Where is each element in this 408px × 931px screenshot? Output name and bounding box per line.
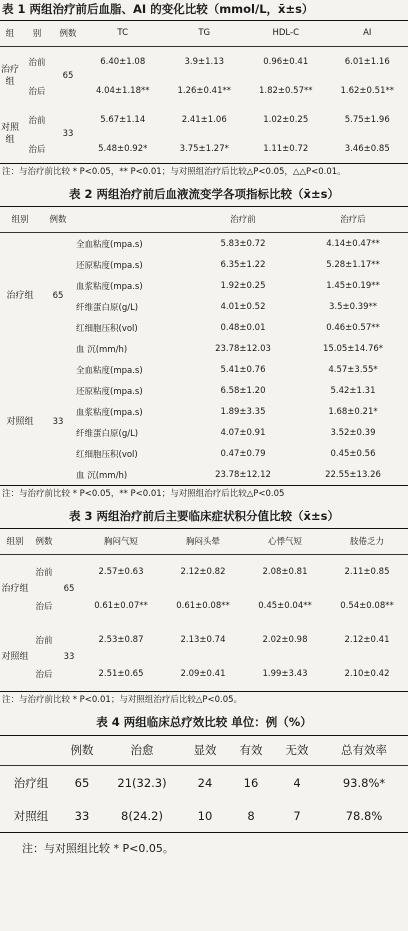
- phase: 治前: [30, 623, 58, 657]
- after-value: 5.42±1.31: [298, 380, 408, 401]
- header-cell: [0, 736, 62, 764]
- header-cell: 有效: [228, 736, 274, 764]
- count: 65: [54, 47, 82, 105]
- table1-header-row: [0, 21, 408, 45]
- header-cell: 例数: [30, 529, 58, 553]
- table-row: [0, 623, 408, 657]
- header-cell: 组: [0, 21, 20, 45]
- table2: [0, 186, 408, 500]
- header-cell: HDL-C: [245, 21, 327, 45]
- group-name: 治疗组: [0, 47, 20, 105]
- header-cell: 显效: [182, 736, 228, 764]
- cell: 2.53±0.87: [80, 623, 162, 657]
- before-value: 6.35±1.22: [188, 254, 298, 275]
- cell: 0.61±0.07**: [80, 589, 162, 623]
- phase: 治后: [20, 134, 54, 163]
- indicator-name: 全血粘度(mpa.s): [76, 233, 188, 254]
- cell: 6.40±1.08: [82, 47, 164, 76]
- count: 65: [62, 766, 102, 799]
- after-value: 4.14±0.47**: [298, 233, 408, 254]
- cell: 3.46±0.85: [327, 134, 408, 163]
- before-value: 1.89±3.35: [188, 401, 298, 422]
- table4-header-row: [0, 736, 408, 764]
- table4-note: 注：与对照组比较 * P<0.05。: [0, 841, 408, 857]
- header-cell: [58, 529, 80, 553]
- cell: 3.75±1.27*: [164, 134, 246, 163]
- table2-title: 表 2 两组治疗前后血液流变学各项指标比较（x̄±s）: [0, 186, 408, 202]
- cell: 5.75±1.96: [327, 105, 408, 134]
- before-value: 1.92±0.25: [188, 275, 298, 296]
- indicator-name: 血 沉(mm/h): [76, 338, 188, 359]
- total-rate: 78.8%: [320, 799, 408, 832]
- group-name: 对照组: [0, 623, 30, 691]
- before-value: 5.41±0.76: [188, 359, 298, 380]
- cell: 5.48±0.92*: [82, 134, 164, 163]
- before-value: 23.78±12.12: [188, 464, 298, 485]
- group-name: 治疗组: [0, 555, 30, 623]
- indicator-name: 还原粘度(mpa.s): [76, 380, 188, 401]
- table3: [0, 508, 408, 706]
- table-row: [0, 105, 408, 134]
- phase: 治前: [20, 105, 54, 134]
- header-cell: [76, 207, 188, 231]
- after-value: 3.5±0.39**: [298, 296, 408, 317]
- group-name: 对照组: [0, 799, 62, 832]
- header-cell: 治疗后: [298, 207, 408, 231]
- cell: 1.11±0.72: [245, 134, 327, 163]
- count: 65: [58, 555, 80, 623]
- table1-note: 注：与治疗前比较 * P<0.05，** P<0.01；与对照组治疗后比较△P<0.05，△△P<0.01。: [0, 166, 408, 178]
- indicator-name: 血浆粘度(mpa.s): [76, 401, 188, 422]
- table2-body: [0, 233, 408, 485]
- indicator-name: 全血粘度(mpa.s): [76, 359, 188, 380]
- header-cell: 例数: [40, 207, 76, 231]
- group-name: 对照组: [0, 105, 20, 163]
- cell: 0.45±0.04**: [244, 589, 326, 623]
- indicator-name: 纤维蛋白原(g/L): [76, 422, 188, 443]
- phase: 治前: [30, 555, 58, 589]
- count: 33: [40, 359, 76, 485]
- effective: 16: [228, 766, 274, 799]
- cell: 2.41±1.06: [164, 105, 246, 134]
- before-value: 6.58±1.20: [188, 380, 298, 401]
- phase: 治后: [30, 657, 58, 691]
- cell: 0.61±0.08**: [162, 589, 244, 623]
- total-rate: 93.8%*: [320, 766, 408, 799]
- effective: 8: [228, 799, 274, 832]
- count: 65: [40, 233, 76, 359]
- header-cell: 胸闷气短: [80, 529, 162, 553]
- cell: 4.04±1.18**: [82, 76, 164, 105]
- header-cell: 组别: [0, 529, 30, 553]
- cell: 2.10±0.42: [326, 657, 408, 691]
- invalid: 7: [274, 799, 320, 832]
- cell: 2.12±0.41: [326, 623, 408, 657]
- cell: 5.67±1.14: [82, 105, 164, 134]
- cell: 2.11±0.85: [326, 555, 408, 589]
- after-value: 3.52±0.39: [298, 422, 408, 443]
- cell: 1.62±0.51**: [327, 76, 408, 105]
- header-cell: 总有效率: [320, 736, 408, 764]
- header-cell: 别: [20, 21, 54, 45]
- cell: 0.96±0.41: [245, 47, 327, 76]
- cell: 1.02±0.25: [245, 105, 327, 134]
- header-cell: 治疗前: [188, 207, 298, 231]
- after-value: 4.57±3.55*: [298, 359, 408, 380]
- table-row: [0, 47, 408, 76]
- header-cell: 例数: [62, 736, 102, 764]
- phase: 治前: [20, 47, 54, 76]
- table-row: [0, 359, 408, 380]
- cell: 2.13±0.74: [162, 623, 244, 657]
- before-value: 5.83±0.72: [188, 233, 298, 254]
- document-page: [0, 1, 408, 931]
- table2-note: 注：与治疗前比较 * P<0.05，** P<0.01；与对照组治疗后比较△P<0.05: [0, 488, 408, 500]
- marked: 10: [182, 799, 228, 832]
- cell: 1.26±0.41**: [164, 76, 246, 105]
- indicator-name: 血浆粘度(mpa.s): [76, 275, 188, 296]
- table1-title: 表 1 两组治疗前后血脂、AI 的变化比较（mmol/L，x̄±s）: [0, 1, 408, 17]
- header-cell: TG: [164, 21, 246, 45]
- count: 33: [62, 799, 102, 832]
- header-cell: AI: [327, 21, 408, 45]
- after-value: 0.45±0.56: [298, 443, 408, 464]
- table-row: [0, 233, 408, 254]
- header-cell: 心悸气短: [244, 529, 326, 553]
- indicator-name: 还原粘度(mpa.s): [76, 254, 188, 275]
- table3-note: 注：与治疗前比较 * P<0.01；与对照组治疗后比较△P<0.05。: [0, 694, 408, 706]
- group-name: 对照组: [0, 359, 40, 485]
- after-value: 5.28±1.17**: [298, 254, 408, 275]
- before-value: 23.78±12.03: [188, 338, 298, 359]
- table4-title: 表 4 两组临床总疗效比较 单位：例（%）: [0, 714, 408, 730]
- after-value: 22.55±13.26: [298, 464, 408, 485]
- cell: 2.02±0.98: [244, 623, 326, 657]
- cell: 3.9±1.13: [164, 47, 246, 76]
- header-cell: TC: [82, 21, 164, 45]
- after-value: 15.05±14.76*: [298, 338, 408, 359]
- after-value: 1.45±0.19**: [298, 275, 408, 296]
- invalid: 4: [274, 766, 320, 799]
- header-cell: 治愈: [102, 736, 182, 764]
- group-name: 治疗组: [0, 766, 62, 799]
- cell: 2.57±0.63: [80, 555, 162, 589]
- table3-title: 表 3 两组治疗前后主要临床症状积分值比较（x̄±s）: [0, 508, 408, 524]
- header-cell: 组别: [0, 207, 40, 231]
- header-cell: 例数: [54, 21, 82, 45]
- cell: 1.82±0.57**: [245, 76, 327, 105]
- indicator-name: 纤维蛋白原(g/L): [76, 296, 188, 317]
- marked: 24: [182, 766, 228, 799]
- phase: 治后: [20, 76, 54, 105]
- count: 33: [54, 105, 82, 163]
- cell: 2.09±0.41: [162, 657, 244, 691]
- group-name: 治疗组: [0, 233, 40, 359]
- cell: 6.01±1.16: [327, 47, 408, 76]
- indicator-name: 红细胞压积(vol): [76, 317, 188, 338]
- cell: 2.08±0.81: [244, 555, 326, 589]
- indicator-name: 红细胞压积(vol): [76, 443, 188, 464]
- before-value: 4.01±0.52: [188, 296, 298, 317]
- header-cell: 无效: [274, 736, 320, 764]
- before-value: 4.07±0.91: [188, 422, 298, 443]
- after-value: 1.68±0.21*: [298, 401, 408, 422]
- table4: [0, 714, 408, 857]
- cell: 2.12±0.82: [162, 555, 244, 589]
- header-cell: 肢倦乏力: [326, 529, 408, 553]
- before-value: 0.47±0.79: [188, 443, 298, 464]
- count: 33: [58, 623, 80, 691]
- table1: [0, 1, 408, 178]
- header-cell: 胸闷头晕: [162, 529, 244, 553]
- cell: 0.54±0.08**: [326, 589, 408, 623]
- phase: 治后: [30, 589, 58, 623]
- table-row: [0, 799, 408, 832]
- cell: 2.51±0.65: [80, 657, 162, 691]
- table-row: [0, 766, 408, 799]
- table2-header-row: [0, 207, 408, 231]
- after-value: 0.46±0.57**: [298, 317, 408, 338]
- cell: 1.99±3.43: [244, 657, 326, 691]
- table-row: [0, 555, 408, 589]
- before-value: 0.48±0.01: [188, 317, 298, 338]
- cured: 21(32.3): [102, 766, 182, 799]
- cured: 8(24.2): [102, 799, 182, 832]
- table3-header-row: [0, 529, 408, 553]
- indicator-name: 血 沉(mm/h): [76, 464, 188, 485]
